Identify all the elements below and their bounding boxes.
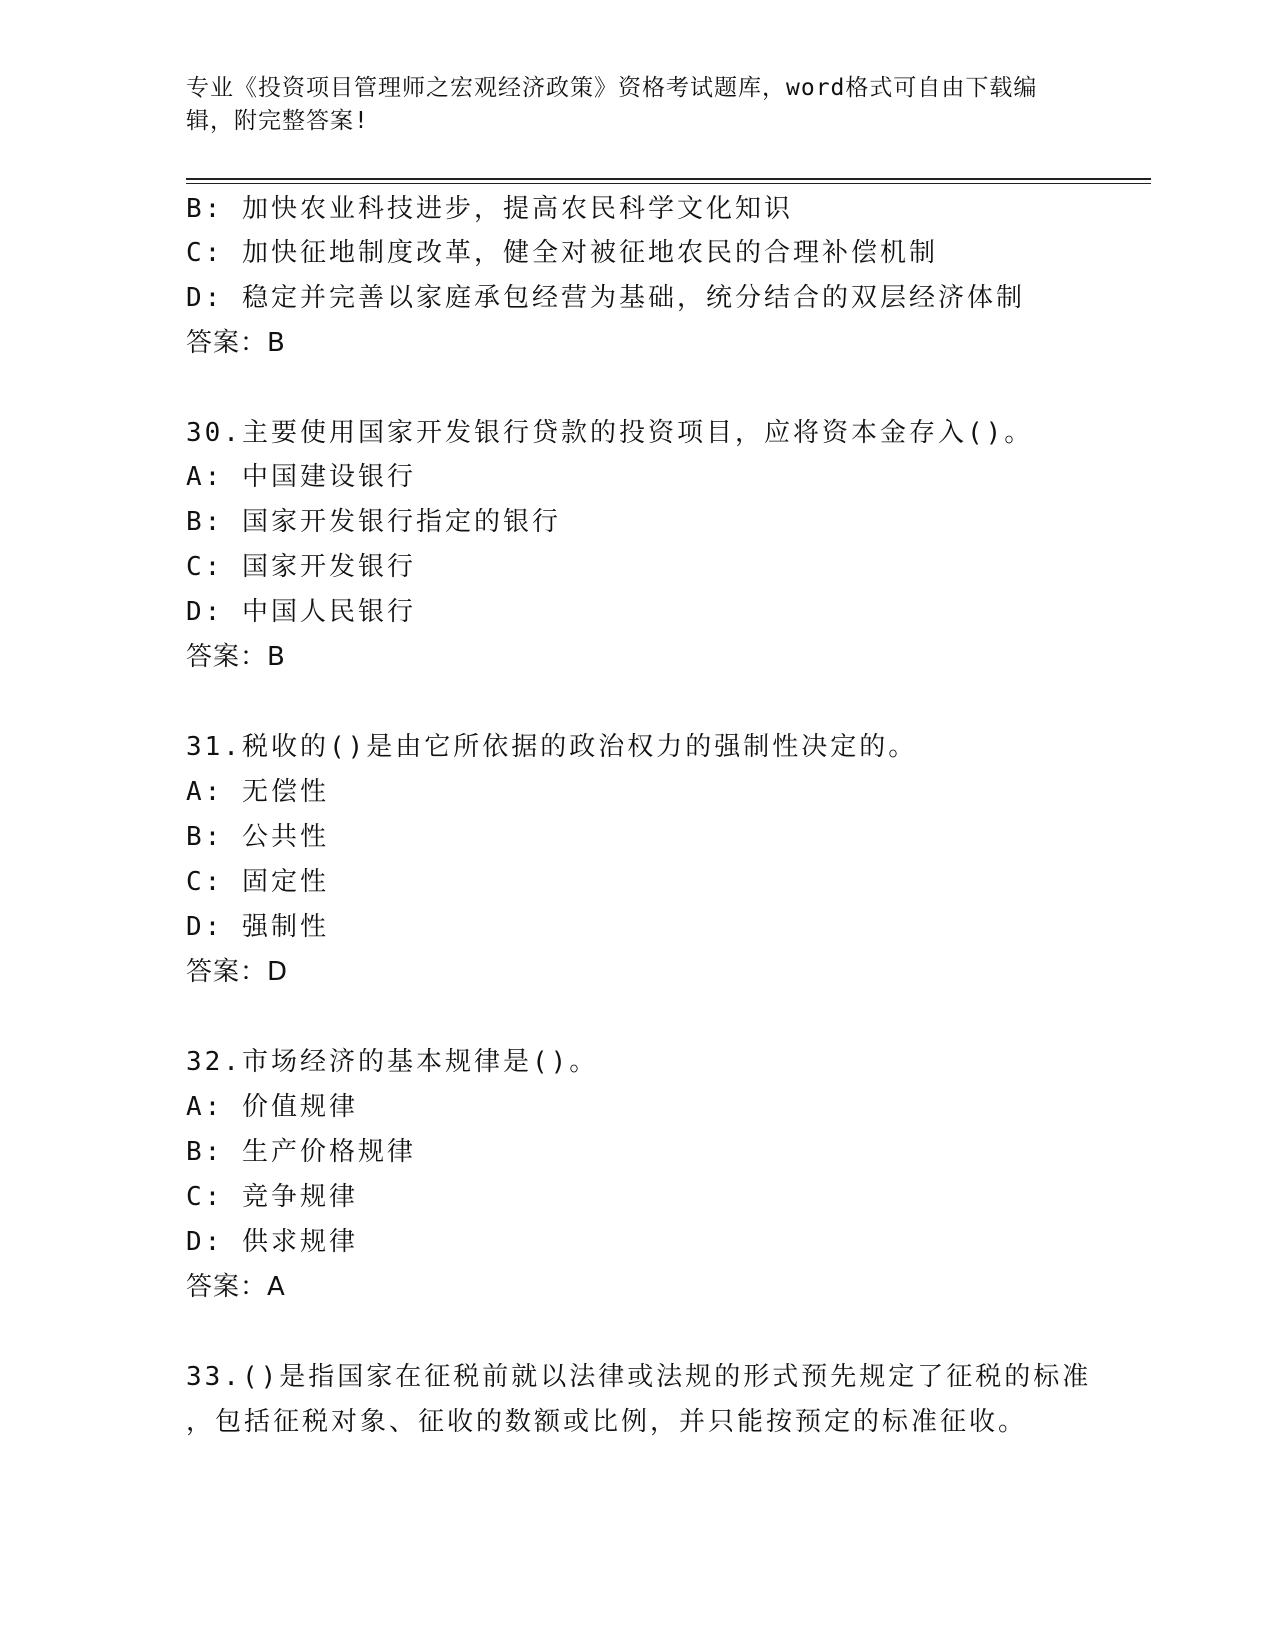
q30-answer: 答案：B bbox=[186, 642, 286, 672]
header-divider-thin bbox=[186, 183, 1151, 184]
q32-option-a: A: 价值规律 bbox=[186, 1092, 358, 1122]
q32-option-d: D: 供求规律 bbox=[186, 1227, 358, 1257]
q29-option-c: C: 加快征地制度改革，健全对被征地农民的合理补偿机制 bbox=[186, 238, 938, 268]
q30-option-a: A: 中国建设银行 bbox=[186, 462, 416, 492]
q29-answer: 答案：B bbox=[186, 328, 286, 358]
q33-question-line-2: ，包括征税对象、征收的数额或比例，并只能按预定的标准征收。 bbox=[186, 1407, 1028, 1437]
q31-option-b: B: 公共性 bbox=[186, 822, 329, 852]
document-header bbox=[186, 72, 1066, 138]
q31-option-a: A: 无偿性 bbox=[186, 777, 329, 807]
q30-option-c: C: 国家开发银行 bbox=[186, 552, 416, 582]
q32-question: 32.市场经济的基本规律是()。 bbox=[186, 1047, 599, 1077]
q33-question-line-1: 33.()是指国家在征税前就以法律或法规的形式预先规定了征税的标准 bbox=[186, 1362, 1092, 1392]
header-divider-thick bbox=[186, 178, 1151, 180]
q31-answer: 答案：D bbox=[186, 957, 289, 987]
header-line-2: 辑，附完整答案! bbox=[186, 108, 369, 134]
q31-option-d: D: 强制性 bbox=[186, 912, 329, 942]
q30-option-d: D: 中国人民银行 bbox=[186, 597, 416, 627]
header-line-1: 专业《投资项目管理师之宏观经济政策》资格考试题库，word格式可自由下载编 bbox=[186, 75, 1038, 101]
q31-option-c: C: 固定性 bbox=[186, 867, 329, 897]
q32-answer: 答案：A bbox=[186, 1272, 286, 1302]
q32-option-c: C: 竞争规律 bbox=[186, 1182, 358, 1212]
q30-question: 30.主要使用国家开发银行贷款的投资项目，应将资本金存入()。 bbox=[186, 418, 1034, 448]
q30-option-b: B: 国家开发银行指定的银行 bbox=[186, 507, 561, 537]
q31-question: 31.税收的()是由它所依据的政治权力的强制性决定的。 bbox=[186, 732, 918, 762]
q32-option-b: B: 生产价格规律 bbox=[186, 1137, 416, 1167]
q29-option-b: B: 加快农业科技进步，提高农民科学文化知识 bbox=[186, 194, 793, 224]
q29-option-d: D: 稳定并完善以家庭承包经营为基础，统分结合的双层经济体制 bbox=[186, 283, 1025, 313]
